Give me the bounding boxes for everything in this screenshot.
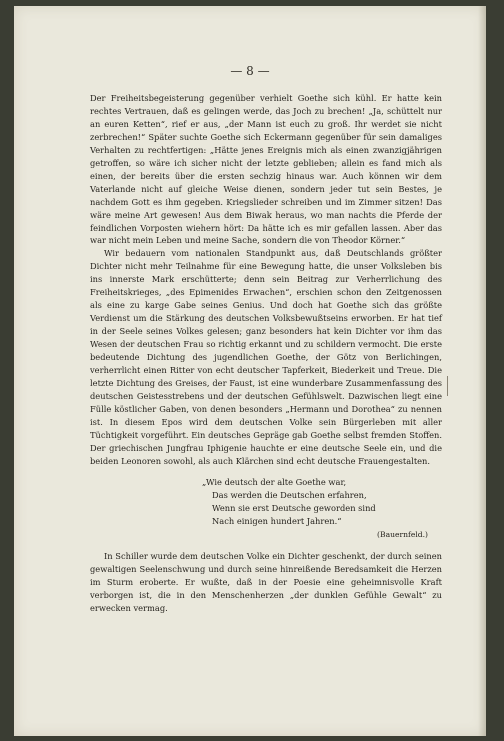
poem-attribution: (Bauernfeld.) (377, 530, 428, 540)
poem-line: „Wie deutsch der alte Goethe war, (202, 476, 347, 487)
body-text (90, 92, 442, 615)
margin-mark (447, 376, 448, 396)
page-edge-shadow (478, 6, 486, 736)
paragraph: In Schiller wurde dem deutschen Volke ein Dichter geschenkt, der durch seinen gewaltigen Seelenschwung und durch seine hinreißende Beredsamkeit die Herzen im Sturm eroberte. Er wußte, daß in der Poesie eine geheimnisvolle Kraft verborgen ist, die in den Menschenherzen „der dunklen Gefühle Gewalt“ zu erwecken vermag. (90, 551, 442, 614)
book-page (14, 6, 486, 736)
poem-line: Nach einigen hundert Jahren.“ (212, 515, 342, 526)
paragraph: Der Freiheitsbegeisterung gegenüber verhielt Goethe sich kühl. Er hatte kein rechtes Vertrauen, daß es gelingen werde, das Joch zu brechen! „Ja, schüttelt nur an euren Ketten“, rief er aus, „der Mann ist euch zu groß. Ihr werdet sie nicht zerbrechen!“ Später suchte Goethe sich Eckermann gegenüber für sein damaliges Verhalten zu rechtfertigen: „Hätte jenes Ereignis mich als einen zwanzigjährigen getroffen, so wäre ich sicher nicht der letzte geblieben; allein es fand mich als einen, der bereits über die ersten sechzig hinaus war. Auch können wir dem Vaterlande nicht auf gleiche Weise dienen, sondern jeder tut sein Bestes, je nachdem Gott es ihm gegeben. Kriegslieder schreiben und im Zimmer sitzen! Das wäre meine Art gewesen! Aus dem Biwak heraus, wo man nachts die Pferde der feindlichen Vorposten wiehern hört: Da hätte ich es mir gefallen lassen. Aber das war nicht mein Leben und meine Sache, sondern die von Theodor Körner.“ (90, 93, 442, 246)
poem-quote (202, 476, 442, 528)
page-number: — 8 — (230, 64, 270, 78)
poem-line: Wenn sie erst Deutsche geworden sind (212, 502, 376, 513)
paragraph: Wir bedauern vom nationalen Standpunkt aus, daß Deutschlands größter Dichter nicht mehr Teilnahme für eine Bewegung hatte, die unser Volksleben bis ins innerste Mark erschütterte; denn sein Beitrag zur Verherrlichung des Freiheitskrieges, „des Epimenides Erwachen“, erschien schon den Zeitgenossen als eine zu karge Gabe seines Genius. Und doch hat Goethe sich das größte Verdienst um die Stärkung des deutschen Volksbewußtseins erworben. Er hat tief in der Seele seines Volkes gelesen; ganz besonders hat kein Dichter vor ihm das Wesen der deutschen Frau so richtig erkannt und zu schildern vermocht. Die erste bedeutende Dichtung des jugendlichen Goethe, der Götz von Berlichingen, verherrlicht einen Ritter von echt deutscher Tapferkeit, Biederkeit und Treue. Die letzte Dichtung des Greises, der Faust, ist eine wunderbare Zusammenfassung des deutschen Geistesstrebens und der deutschen Gefühlswelt. Dazwischen liegt eine Fülle köstlicher Gaben, von denen besonders „Hermann und Dorothea“ zu nennen ist. In diesem Epos wird dem deutschen Volke sein Bürgerleben mit aller Tüchtigkeit vorgeführt. Ein deutsches Gepräge gab Goethe selbst fremden Stoffen. Der griechischen Jungfrau Iphigenie hauchte er eine deutsche Seele ein, und die beiden Leonoren sowohl, als auch Klärchen sind echt deutsche Frauengestalten. (90, 248, 442, 466)
poem-line: Das werden die Deutschen erfahren, (212, 489, 367, 500)
